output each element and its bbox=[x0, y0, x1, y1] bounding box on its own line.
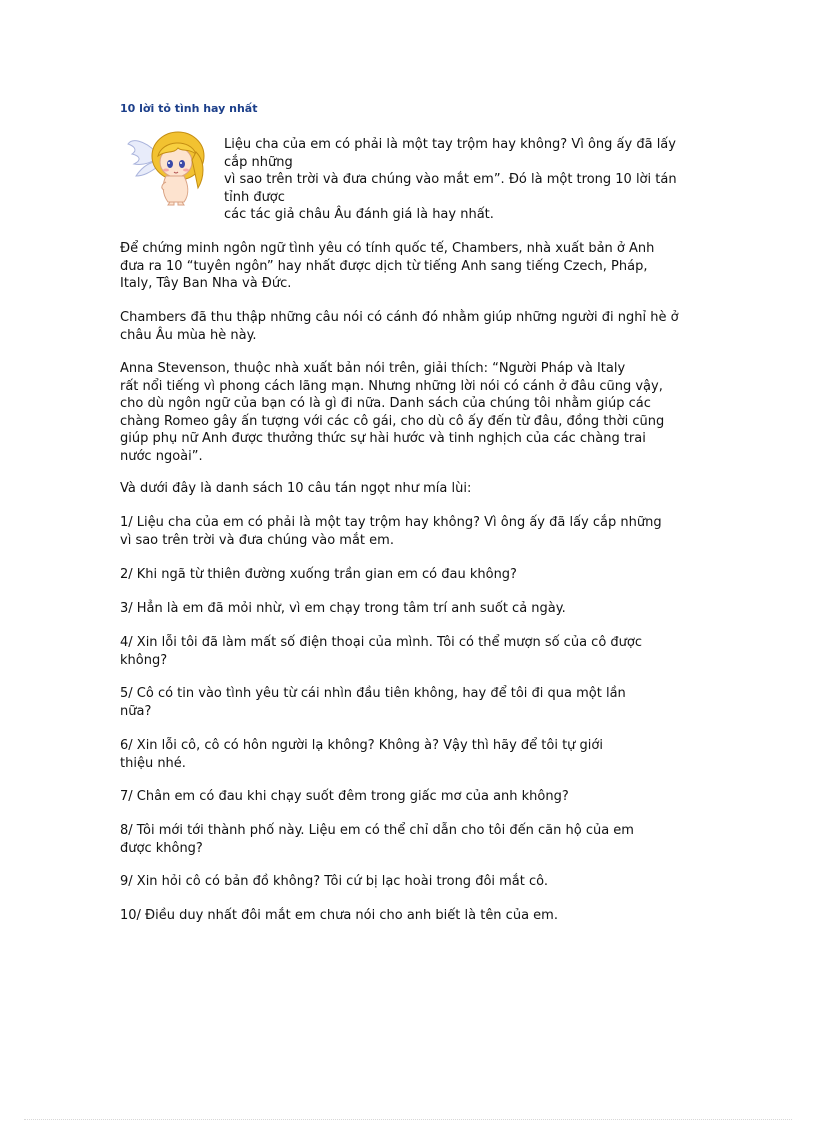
text-line: Và dưới đây là danh sách 10 câu tán ngọt như mía lùi: bbox=[120, 481, 472, 496]
text-line: 2/ Khi ngã từ thiên đường xuống trần gian em có đau không? bbox=[120, 567, 517, 582]
list-item-5 bbox=[120, 685, 710, 720]
list-item-3 bbox=[120, 600, 710, 618]
intro-line: các tác giả châu Âu đánh giá là hay nhất. bbox=[224, 207, 494, 222]
text-line: châu Âu mùa hè này. bbox=[120, 327, 257, 343]
intro-line: Liệu cha của em có phải là một tay trộm hay không? Vì ông ấy đã lấy bbox=[224, 137, 676, 152]
text-line: cho dù ngôn ngữ của bạn có là gì đi nữa. Danh sách của chúng tôi nhằm giúp các bbox=[120, 396, 651, 411]
list-item-4 bbox=[120, 634, 710, 669]
list-item-7 bbox=[120, 788, 710, 806]
text-line: Italy, Tây Ban Nha và Đức. bbox=[120, 276, 292, 291]
intro-line: tỉnh được bbox=[224, 189, 285, 205]
list-item-10 bbox=[120, 907, 710, 925]
text-line: 8/ Tôi mới tới thành phố này. Liệu em có thể chỉ dẫn cho tôi đến căn hộ của em bbox=[120, 823, 634, 838]
list-item-6 bbox=[120, 737, 710, 772]
text-line: không? bbox=[120, 652, 168, 668]
text-line: chàng Romeo gây ấn tượng với các cô gái, cho dù cô ấy đến từ đâu, đồng thời cũng bbox=[120, 413, 665, 429]
text-line: được không? bbox=[120, 840, 203, 856]
text-line: 9/ Xin hỏi cô có bản đồ không? Tôi cứ bị lạc hoài trong đôi mắt cô. bbox=[120, 874, 549, 889]
text-line: giúp phụ nữ Anh được thưởng thức sự hài hước và tinh nghịch của các chàng trai bbox=[120, 431, 646, 446]
page-bottom-border bbox=[24, 1119, 792, 1120]
paragraph-quote bbox=[120, 360, 710, 465]
text-line: 6/ Xin lỗi cô, cô có hôn người lạ không? Không à? Vậy thì hãy để tôi tự giới bbox=[120, 738, 603, 753]
intro-line: vì sao trên trời và đưa chúng vào mắt em”. Đó là một trong 10 lời tán bbox=[224, 172, 677, 187]
list-item-2 bbox=[120, 566, 710, 584]
text-line: rất nổi tiếng vì phong cách lãng mạn. Nhưng những lời nói có cánh ở đâu cũng vậy, bbox=[120, 378, 663, 394]
text-line: 1/ Liệu cha của em có phải là một tay trộm hay không? Vì ông ấy đã lấy cắp những bbox=[120, 515, 662, 530]
text-line: đưa ra 10 “tuyên ngôn” hay nhất được dịch từ tiếng Anh sang tiếng Czech, Pháp, bbox=[120, 258, 648, 274]
text-line: Anna Stevenson, thuộc nhà xuất bản nói trên, giải thích: “Người Pháp và Italy bbox=[120, 361, 626, 376]
intro-text bbox=[224, 136, 704, 224]
list-item-9 bbox=[120, 873, 710, 891]
text-line: 10/ Điều duy nhất đôi mắt em chưa nói cho anh biết là tên của em. bbox=[120, 908, 558, 923]
text-line: 5/ Cô có tin vào tình yêu từ cái nhìn đầu tiên không, hay để tôi đi qua một lần bbox=[120, 686, 626, 701]
text-line: 7/ Chân em có đau khi chạy suốt đêm trong giấc mơ của anh không? bbox=[120, 789, 569, 804]
text-line: Chambers đã thu thập những câu nói có cánh đó nhằm giúp những người đi nghỉ hè ở bbox=[120, 310, 679, 325]
text-line: thiệu nhé. bbox=[120, 755, 186, 771]
paragraph-chambers bbox=[120, 309, 710, 344]
text-line: 4/ Xin lỗi tôi đã làm mất số điện thoại của mình. Tôi có thể mượn số của cô được bbox=[120, 635, 642, 650]
paragraph-intro bbox=[120, 240, 710, 293]
text-line: 3/ Hẳn là em đã mỏi nhừ, vì em chạy trong tâm trí anh suốt cả ngày. bbox=[120, 601, 566, 616]
text-line: nước ngoài”. bbox=[120, 448, 203, 464]
text-line: Để chứng minh ngôn ngữ tình yêu có tính quốc tế, Chambers, nhà xuất bản ở Anh bbox=[120, 241, 655, 256]
page-title: 10 lời tỏ tình hay nhất bbox=[120, 102, 258, 115]
list-item-8 bbox=[120, 822, 710, 857]
text-line: nữa? bbox=[120, 703, 152, 719]
intro-line: cắp những bbox=[224, 154, 293, 170]
angel-icon bbox=[126, 126, 214, 206]
paragraph-list-intro bbox=[120, 480, 710, 498]
text-line: vì sao trên trời và đưa chúng vào mắt em. bbox=[120, 532, 394, 548]
list-item-1 bbox=[120, 514, 710, 549]
